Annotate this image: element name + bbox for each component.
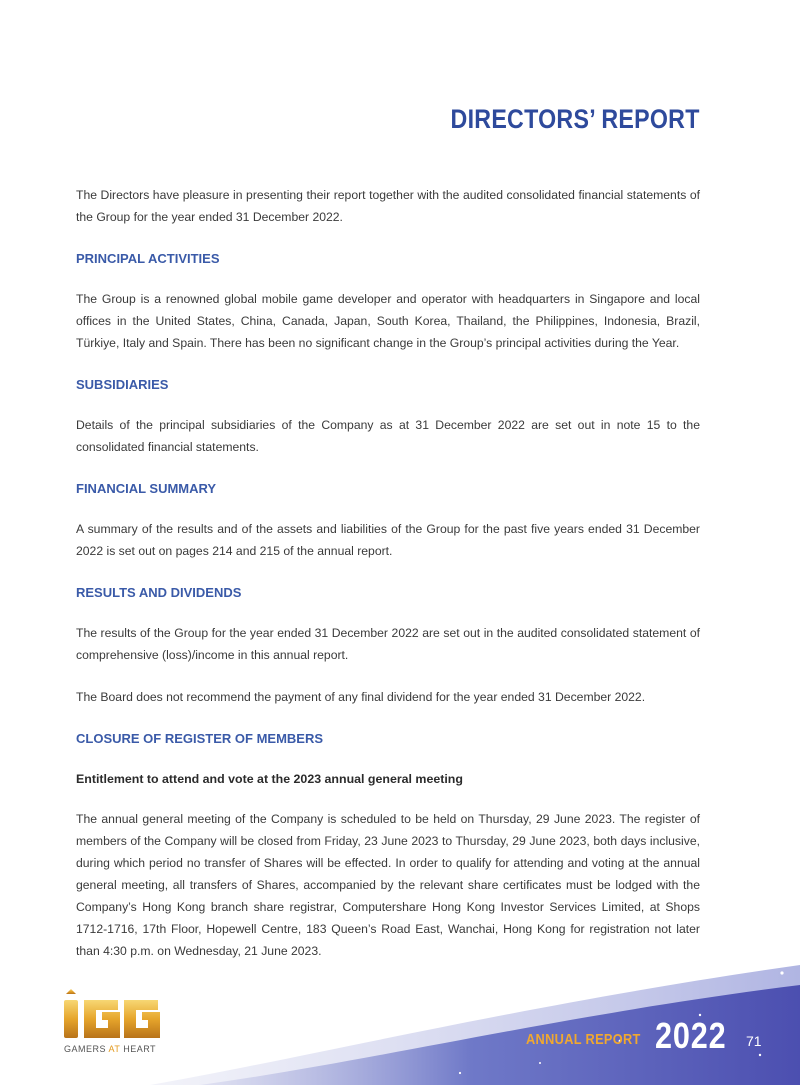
financial-summary-text: A summary of the results and of the assets and liabilities of the Group for the past five years ended 31 December 2022 is set out on pages 214 and 215 of the annual report. [76,522,700,558]
report-body [76,184,700,982]
dividend-text: The Board does not recommend the payment of any final dividend for the year ended 31 December 2022. [76,690,646,704]
tagline-heart: HEART [120,1044,157,1054]
principal-activities-heading: PRINCIPAL ACTIVITIES [76,251,220,266]
subsidiaries-heading: SUBSIDIARIES [76,377,169,392]
page-title: DIRECTORS’ REPORT [450,104,700,134]
principal-activities-text: The Group is a renowned global mobile game developer and operator with headquarters in Singapore and local offices in the United States, China, Canada, Japan, South Korea, Thailand, the Philippines, Indonesia, Brazil, Türkiye, Italy and Spain. There has been no significant change in the Group’s principal activities during the Year. [76,292,700,350]
results-text: The results of the Group for the year ended 31 December 2022 are set out in the audited consolidated statement of comprehensive (loss)/income in this annual report. [76,626,700,662]
annual-report-label: ANNUAL REPORT [526,1031,641,1048]
tagline-at: AT [108,1044,121,1054]
logo-tagline [64,1044,156,1054]
closure-register-heading: CLOSURE OF REGISTER OF MEMBERS [76,731,324,746]
results-dividends-heading: RESULTS AND DIVIDENDS [76,585,242,600]
closure-register-text: The annual general meeting of the Company is scheduled to be held on Thursday, 29 June 2023. The register of members of the Company will be closed from Friday, 23 June 2023 to Thursday, 29 June 2023, both days inclusive, during which period no transfer of Shares will be effected. In order to qualify for attending and voting at the annual general meeting, all transfers of Shares, accompanied by the relevant share certificates must be lodged with the Company’s Hong Kong branch share registrar, Computershare Hong Kong Investor Services Limited, at Shops 1712-1716, 17th Floor, Hopewell Centre, 183 Queen’s Road East, Wanchai, Hong Kong for registration not later than 4:30 p.m. on Wednesday, 21 June 2023. [76,812,700,958]
igg-logo-icon [62,988,172,1044]
tagline-gamers: GAMERS [64,1044,109,1054]
page-number: 71 [746,1033,762,1049]
report-year: 2022 [655,1015,727,1056]
financial-summary-heading: FINANCIAL SUMMARY [76,481,217,496]
intro-paragraph: The Directors have pleasure in presenting their report together with the audited consolidated financial statements of the Group for the year ended 31 December 2022. [76,188,700,224]
subsidiaries-text: Details of the principal subsidiaries of the Company as at 31 December 2022 are set out in note 15 to the consolidated financial statements. [76,418,700,454]
agm-entitlement-subheading: Entitlement to attend and vote at the 2023 annual general meeting [76,772,463,786]
